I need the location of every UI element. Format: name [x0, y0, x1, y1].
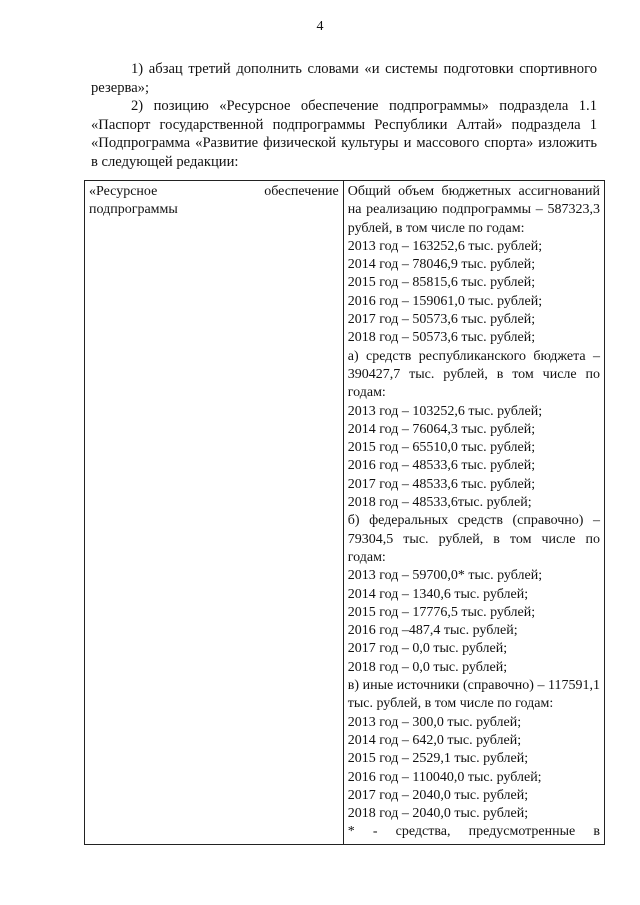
position-name-word-2: обеспечение	[264, 184, 339, 199]
year-amount-line: 2015 год – 85815,6 тыс. рублей;	[347, 275, 536, 291]
position-name-word-1: «Ресурсное	[89, 184, 158, 199]
year-amount-line: 2013 год – 103252,6 тыс. рублей;	[347, 403, 543, 419]
intro-text	[91, 60, 597, 172]
page-number: 4	[316, 19, 324, 34]
year-amount-line: 2015 год – 2529,1 тыс. рублей;	[347, 751, 529, 767]
federal-funds-intro: б) федеральных средств (справочно) –79304,5 тыс. рублей, в том числе по годам:	[347, 513, 600, 565]
year-amount-line: 2016 год – 48533,6 тыс. рублей;	[347, 458, 536, 474]
federal-funds-years	[348, 567, 600, 677]
year-amount-line: 2018 год – 48533,6тыс. рублей;	[347, 495, 532, 511]
year-amount-line: 2014 год – 642,0 тыс. рублей;	[347, 732, 522, 748]
year-amount-line: 2016 год – 110040,0 тыс. рублей;	[347, 769, 542, 785]
year-amount-line: 2016 год – 159061,0 тыс. рублей;	[347, 293, 543, 309]
total-funding-years	[348, 238, 600, 348]
year-amount-line: 2018 год – 50573,6 тыс. рублей;	[347, 330, 536, 346]
year-amount-line: 2018 год – 0,0 тыс. рублей;	[347, 659, 508, 675]
position-name-cell	[85, 181, 344, 845]
republic-budget-intro: а) средств республиканского бюджета – 390427,7 тыс. рублей, в том числе по годам:	[347, 348, 600, 401]
year-amount-line: 2016 год –487,4 тыс. рублей;	[347, 623, 518, 639]
amendment-item-1: 1) абзац третий дополнить словами «и системы подготовки спортивного резерва»;	[91, 61, 597, 96]
year-amount-line: 2015 год – 17776,5 тыс. рублей;	[347, 604, 536, 620]
year-amount-line: 2013 год – 300,0 тыс. рублей;	[347, 714, 522, 730]
year-amount-line: 2014 год – 76064,3 тыс. рублей;	[347, 421, 536, 437]
other-sources-years	[348, 714, 600, 824]
year-amount-line: 2015 год – 65510,0 тыс. рублей;	[347, 440, 536, 456]
republic-budget-years	[348, 403, 600, 513]
year-amount-line: 2013 год – 163252,6 тыс. рублей;	[347, 238, 543, 254]
amendment-item-2: 2) позицию «Ресурсное обеспечение подпрограммы» подраздела 1.1 «Паспорт государственной подпрограммы Республики Алтай» подраздела 1 «Подпрограмма «Развитие физической культуры и массового спорта» изложить в следующей редакции:	[91, 98, 597, 170]
position-name	[89, 183, 339, 220]
year-amount-line: 2017 год – 0,0 тыс. рублей;	[347, 641, 508, 657]
footnote-text: * - средства, предусмотренные в	[347, 824, 600, 840]
year-amount-line: 2013 год – 59700,0* тыс. рублей;	[347, 568, 543, 584]
year-amount-line: 2017 год – 48533,6 тыс. рублей;	[347, 476, 536, 492]
funding-details-cell	[343, 181, 604, 845]
position-name-word-3: подпрограммы	[89, 202, 178, 218]
total-funding-intro: Общий объем бюджетных ассигнований на реализацию подпрограммы – 587323,3 рублей, в том числе по годам:	[347, 184, 600, 236]
table-row	[85, 181, 605, 845]
year-amount-line: 2017 год – 50573,6 тыс. рублей;	[347, 312, 536, 328]
resource-table	[84, 180, 605, 845]
year-amount-line: 2014 год – 1340,6 тыс. рублей;	[347, 586, 529, 602]
year-amount-line: 2018 год – 2040,0 тыс. рублей;	[347, 806, 529, 822]
other-sources-intro: в) иные источники (справочно) – 117591,1 тыс. рублей, в том числе по годам:	[347, 678, 600, 712]
year-amount-line: 2017 год – 2040,0 тыс. рублей;	[347, 787, 529, 803]
year-amount-line: 2014 год – 78046,9 тыс. рублей;	[347, 257, 536, 273]
